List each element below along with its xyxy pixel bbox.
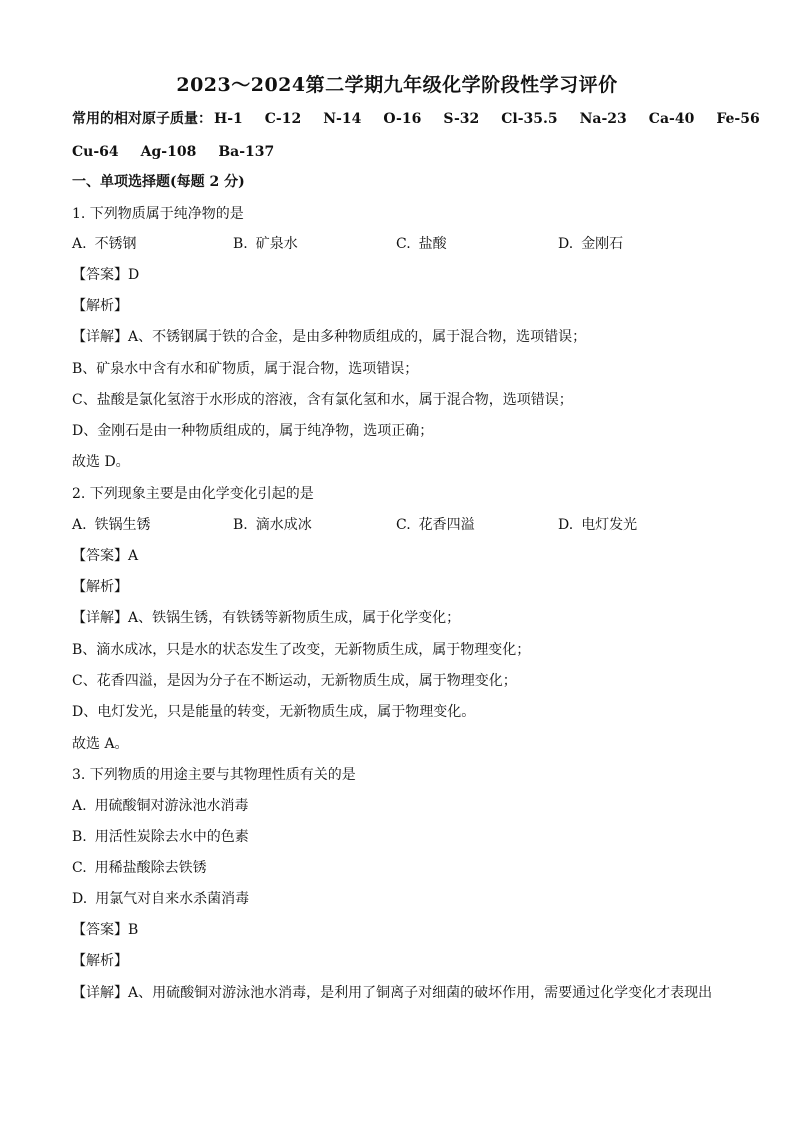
atomic-mass-item: Fe-56 (716, 111, 760, 127)
option-text: 用活性炭除去水中的色素 (94, 829, 249, 845)
option-letter: D. (558, 236, 574, 252)
atomic-mass-item: Ag-108 (140, 144, 197, 160)
section-heading: 一、单项选择题(每题 2 分) (72, 174, 245, 190)
option-letter: A. (72, 517, 87, 533)
option-a (72, 516, 151, 534)
option-text: 铁锅生锈 (94, 517, 151, 533)
atomic-mass-item: H-1 (214, 111, 243, 127)
option-text: 盐酸 (418, 236, 447, 252)
detail-line: B、滴水成冰，只是水的状态发生了改变，无新物质生成，属于物理变化； (72, 642, 531, 658)
option-text: 电灯发光 (581, 517, 638, 533)
option-c (396, 516, 475, 534)
option-letter: D. (72, 891, 88, 907)
detail-line: D、金刚石是由一种物质组成的，属于纯净物，选项正确； (72, 423, 434, 439)
atomic-mass-item: C-12 (264, 111, 302, 127)
option-letter: B. (233, 236, 248, 252)
option-letter: C. (396, 517, 411, 533)
option-text: 用硫酸铜对游泳池水消毒 (94, 798, 249, 814)
question-stem: 2. 下列现象主要是由化学变化引起的是 (72, 486, 314, 502)
detail-line: 【详解】A、用硫酸铜对游泳池水消毒，是利用了铜离子对细菌的破坏作用，需要通过化学变化才表现出 (72, 985, 713, 1001)
detail-line: C、盐酸是氯化氢溶于水形成的溶液，含有氯化氢和水，属于混合物，选项错误； (72, 392, 573, 408)
option-letter: A. (72, 798, 87, 814)
atomic-mass-item: N-14 (323, 111, 362, 127)
atomic-masses-line-1 (72, 110, 782, 128)
option-letter: B. (72, 829, 87, 845)
atomic-mass-item: S-32 (443, 111, 480, 127)
question-stem: 3. 下列物质的用途主要与其物理性质有关的是 (72, 767, 356, 783)
option-letter: C. (396, 236, 411, 252)
answer: 【答案】B (72, 922, 139, 938)
option-d (558, 235, 623, 253)
option-c (396, 235, 447, 253)
option-b (233, 516, 312, 534)
option-a (72, 797, 249, 815)
detail-line: 故选 A。 (72, 736, 129, 752)
answer: 【答案】A (72, 548, 139, 564)
atomic-masses-label: 常用的相对原子质量： (72, 111, 212, 127)
option-letter: B. (233, 517, 248, 533)
option-c (72, 859, 207, 877)
option-d (72, 890, 249, 908)
analysis-label: 【解析】 (72, 579, 128, 595)
detail-line: D、电灯发光，只是能量的转变，无新物质生成，属于物理变化。 (72, 704, 476, 720)
atomic-mass-item: Na-23 (579, 111, 627, 127)
exam-title: 2023～2024第二学期九年级化学阶段性学习评价 (176, 74, 618, 96)
atomic-mass-item: O-16 (383, 111, 422, 127)
option-text: 用稀盐酸除去铁锈 (94, 860, 207, 876)
option-text: 不锈钢 (94, 236, 137, 252)
option-text: 矿泉水 (255, 236, 298, 252)
option-text: 滴水成冰 (255, 517, 312, 533)
option-b (72, 828, 249, 846)
detail-line: B、矿泉水中含有水和矿物质，属于混合物，选项错误； (72, 361, 419, 377)
detail-line: 故选 D。 (72, 454, 130, 470)
option-letter: C. (72, 860, 87, 876)
atomic-masses-line-2 (72, 143, 296, 161)
analysis-label: 【解析】 (72, 298, 128, 314)
detail-line: C、花香四溢，是因为分子在不断运动，无新物质生成，属于物理变化； (72, 673, 517, 689)
atomic-mass-item: Ca-40 (648, 111, 695, 127)
question-stem: 1. 下列物质属于纯净物的是 (72, 206, 244, 222)
detail-line: 【详解】A、铁锅生锈，有铁锈等新物质生成，属于化学变化； (72, 610, 461, 626)
atomic-mass-item: Cl-35.5 (501, 111, 558, 127)
option-letter: D. (558, 517, 574, 533)
option-text: 金刚石 (581, 236, 624, 252)
atomic-mass-item: Cu-64 (72, 144, 119, 160)
analysis-label: 【解析】 (72, 953, 128, 969)
detail-line: 【详解】A、不锈钢属于铁的合金，是由多种物质组成的，属于混合物，选项错误； (72, 329, 587, 345)
option-a (72, 235, 137, 253)
option-text: 花香四溢 (418, 517, 475, 533)
option-letter: A. (72, 236, 87, 252)
answer: 【答案】D (72, 267, 140, 283)
option-b (233, 235, 298, 253)
option-d (558, 516, 637, 534)
option-text: 用氯气对自来水杀菌消毒 (95, 891, 250, 907)
atomic-mass-item: Ba-137 (218, 144, 275, 160)
